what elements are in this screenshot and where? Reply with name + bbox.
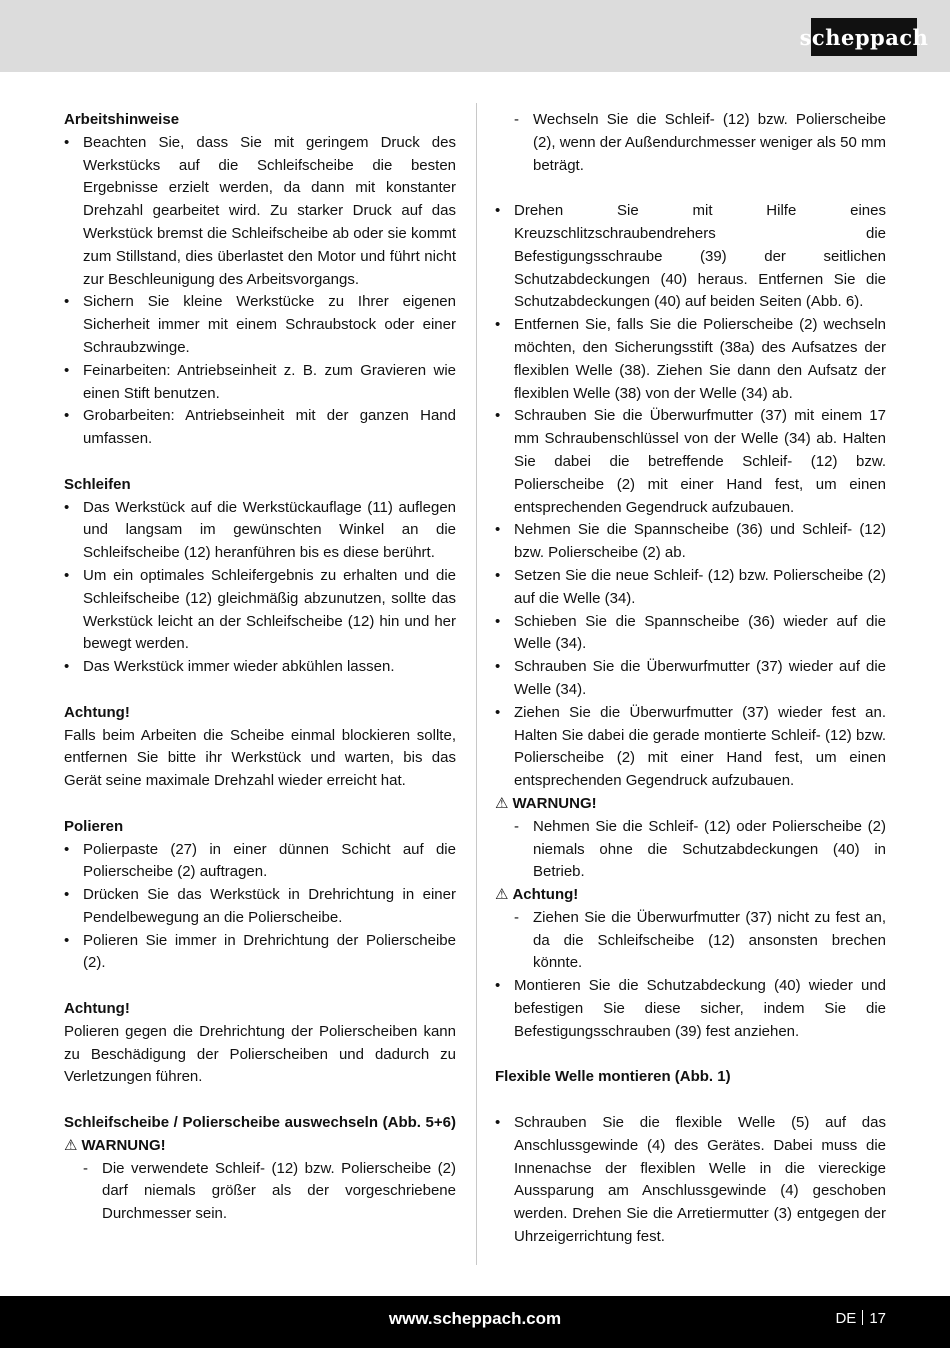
- warning-text: WARNUNG!: [81, 1136, 166, 1154]
- left-column: [64, 109, 456, 1226]
- warning-triangle-icon: ⚠: [64, 1136, 78, 1154]
- page-separator: [862, 1310, 863, 1325]
- column-divider: [476, 103, 477, 1265]
- warning-triangle-icon: ⚠: [495, 794, 509, 812]
- list-item: • Beachten Sie, dass Sie mit geringem Druck des Werkstücks auf die Schleifscheibe die besten Ergebnisse erzielt werden, da dann mit konstanter Drehzahl gearbeitet wird. Zu starker Druck auf das Werkstück bremst die Schleifscheibe ab oder sie kommt zum Stillstand, dies überlastet den Motor und führt nicht zur Beschleunigung des Arbeitsvorgangs.: [64, 132, 456, 292]
- list-item: • Drehen Sie mit Hilfe eines Kreuzschlitzschraubendrehers die Befestigungsschraube (39) der seitlichen Schutzabdeckungen (40) heraus. Entfernen Sie die Schutzabdeckungen (40) auf beiden Seiten (Abb. 6).: [495, 200, 886, 314]
- list-item: - Die verwendete Schleif- (12) bzw. Polierscheibe (2) darf niemals größer als der vorgeschriebene Durchmesser sein.: [64, 1158, 456, 1226]
- warning-label: [64, 1135, 456, 1158]
- list-item: • Montieren Sie die Schutzabdeckung (40) wieder und befestigen Sie diese sicher, indem Sie die Befestigungsschrauben (39) fest anziehen.: [495, 975, 886, 1043]
- right-column: [495, 109, 886, 1249]
- scheppach-logo: scheppach: [811, 18, 917, 56]
- heading-flexible-welle: Flexible Welle montieren (Abb. 1): [495, 1068, 731, 1086]
- list-item: • Schrauben Sie die Überwurfmutter (37) wieder auf die Welle (34).: [495, 656, 886, 702]
- list-item: • Sichern Sie kleine Werkstücke zu Ihrer eigenen Sicherheit immer mit einem Schraubstock oder einer Schraubzwinge.: [64, 291, 456, 359]
- paragraph-achtung: Polieren gegen die Drehrichtung der Polierscheiben kann zu Beschädigung der Polierscheiben und dadurch zu Verletzungen führen.: [64, 1022, 456, 1086]
- list-item: • Grobarbeiten: Antriebseinheit mit der ganzen Hand umfassen.: [64, 405, 456, 451]
- list-item: • Drücken Sie das Werkstück in Drehrichtung in einer Pendelbewegung an die Polierscheibe.: [64, 884, 456, 930]
- heading-auswechseln: Schleifscheibe / Polierscheibe auswechseln (Abb. 5+6): [64, 1114, 456, 1132]
- language-code: DE: [835, 1310, 857, 1327]
- list-item: - Ziehen Sie die Überwurfmutter (37) nicht zu fest an, da die Schleifscheibe (12) ansonsten brechen könnte.: [495, 907, 886, 975]
- heading-achtung: Achtung!: [64, 703, 130, 721]
- section-achtung-blockieren: [64, 702, 456, 793]
- warning-triangle-icon: ⚠: [495, 886, 509, 904]
- list-item: • Polieren Sie immer in Drehrichtung der Polierscheibe (2).: [64, 930, 456, 976]
- caution-label: [495, 884, 886, 907]
- list-item: • Schieben Sie die Spannscheibe (36) wieder auf die Welle (34).: [495, 611, 886, 657]
- list-item: • Das Werkstück auf die Werkstückauflage (11) auflegen und langsam im gewünschten Winkel an die Schleifscheibe (12) heranführen bis es diese berührt.: [64, 497, 456, 565]
- list-item: • Entfernen Sie, falls Sie die Polierscheibe (2) wechseln möchten, den Sicherungsstift (38a) des Aufsatzes der flexiblen Welle (38). Ziehen Sie dann den Aufsatz der flexiblen Welle (38) von der Welle (34) ab.: [495, 314, 886, 405]
- caution-text: Achtung!: [512, 886, 579, 904]
- section-schleifen: [64, 474, 456, 679]
- section-polieren: [64, 816, 456, 976]
- list-item: • Feinarbeiten: Antriebseinheit z. B. zum Gravieren wie einen Stift benutzen.: [64, 360, 456, 406]
- top-header-bar: [0, 0, 950, 72]
- list-item: - Wechseln Sie die Schleif- (12) bzw. Polierscheibe (2), wenn der Außendurchmesser weniger als 50 mm beträgt.: [495, 109, 886, 177]
- heading-arbeitshinweise: Arbeitshinweise: [64, 111, 180, 128]
- warning-text: WARNUNG!: [512, 794, 597, 812]
- list-item: • Um ein optimales Schleifergebnis zu erhalten und die Schleifscheibe (12) gleichmäßig abzunutzen, sollte das Werkstück leicht an der Schleifscheibe (12) hin und her bewegt werden.: [64, 565, 456, 656]
- list-item: • Setzen Sie die neue Schleif- (12) bzw. Polierscheibe (2) auf die Welle (34).: [495, 565, 886, 611]
- paragraph-achtung: Falls beim Arbeiten die Scheibe einmal blockieren sollte, entfernen Sie bitte ihr Werkstück und warten, bis das Gerät seine maximale Drehzahl wieder erreicht hat.: [64, 726, 456, 790]
- page-number: [835, 1296, 886, 1342]
- list-item: • Nehmen Sie die Spannscheibe (36) und Schleif- (12) bzw. Polierscheibe (2) ab.: [495, 519, 886, 565]
- list-item: • Schrauben Sie die Überwurfmutter (37) mit einem 17 mm Schraubenschlüssel von der Welle (34) ab. Halten Sie dabei die betreffende Schleif- (12) bzw. Polierscheibe (2) mit einer Hand fest, um einen entsprechenden Gegendruck aufzubauen.: [495, 405, 886, 519]
- footer-bar: [0, 1296, 950, 1348]
- list-item: • Ziehen Sie die Überwurfmutter (37) wieder fest an. Halten Sie dabei die gerade montierte Schleif- (12) bzw. Polierscheibe (2) mit einer Hand fest, um einen entsprechenden Gegendruck aufzubauen.: [495, 702, 886, 793]
- heading-schleifen: Schleifen: [64, 475, 131, 493]
- list-item: • Schrauben Sie die flexible Welle (5) auf das Anschlussgewinde (4) des Gerätes. Dabei muss die Innenachse der flexiblen Welle in die viereckige Aussparung am Anschlussgewinde (4) geschoben werden. Drehen Sie die Arretiermutter (3) entgegen der Uhrzeigerrichtung fest.: [495, 1112, 886, 1249]
- heading-achtung: Achtung!: [64, 1000, 130, 1018]
- list-item: - Nehmen Sie die Schleif- (12) oder Polierscheibe (2) niemals ohne die Schutzabdeckungen (40) in Betrieb.: [495, 816, 886, 884]
- page-number-value: 17: [869, 1310, 886, 1327]
- warning-label: [495, 793, 886, 816]
- list-item: • Das Werkstück immer wieder abkühlen lassen.: [64, 656, 456, 679]
- section-arbeitshinweise: [64, 109, 456, 451]
- website-link[interactable]: www.scheppach.com: [388, 1309, 562, 1328]
- section-auswechseln: [64, 1112, 456, 1226]
- section-achtung-polieren: [64, 998, 456, 1089]
- heading-polieren: Polieren: [64, 817, 124, 835]
- list-item: • Polierpaste (27) in einer dünnen Schicht auf die Polierscheibe (2) auftragen.: [64, 839, 456, 885]
